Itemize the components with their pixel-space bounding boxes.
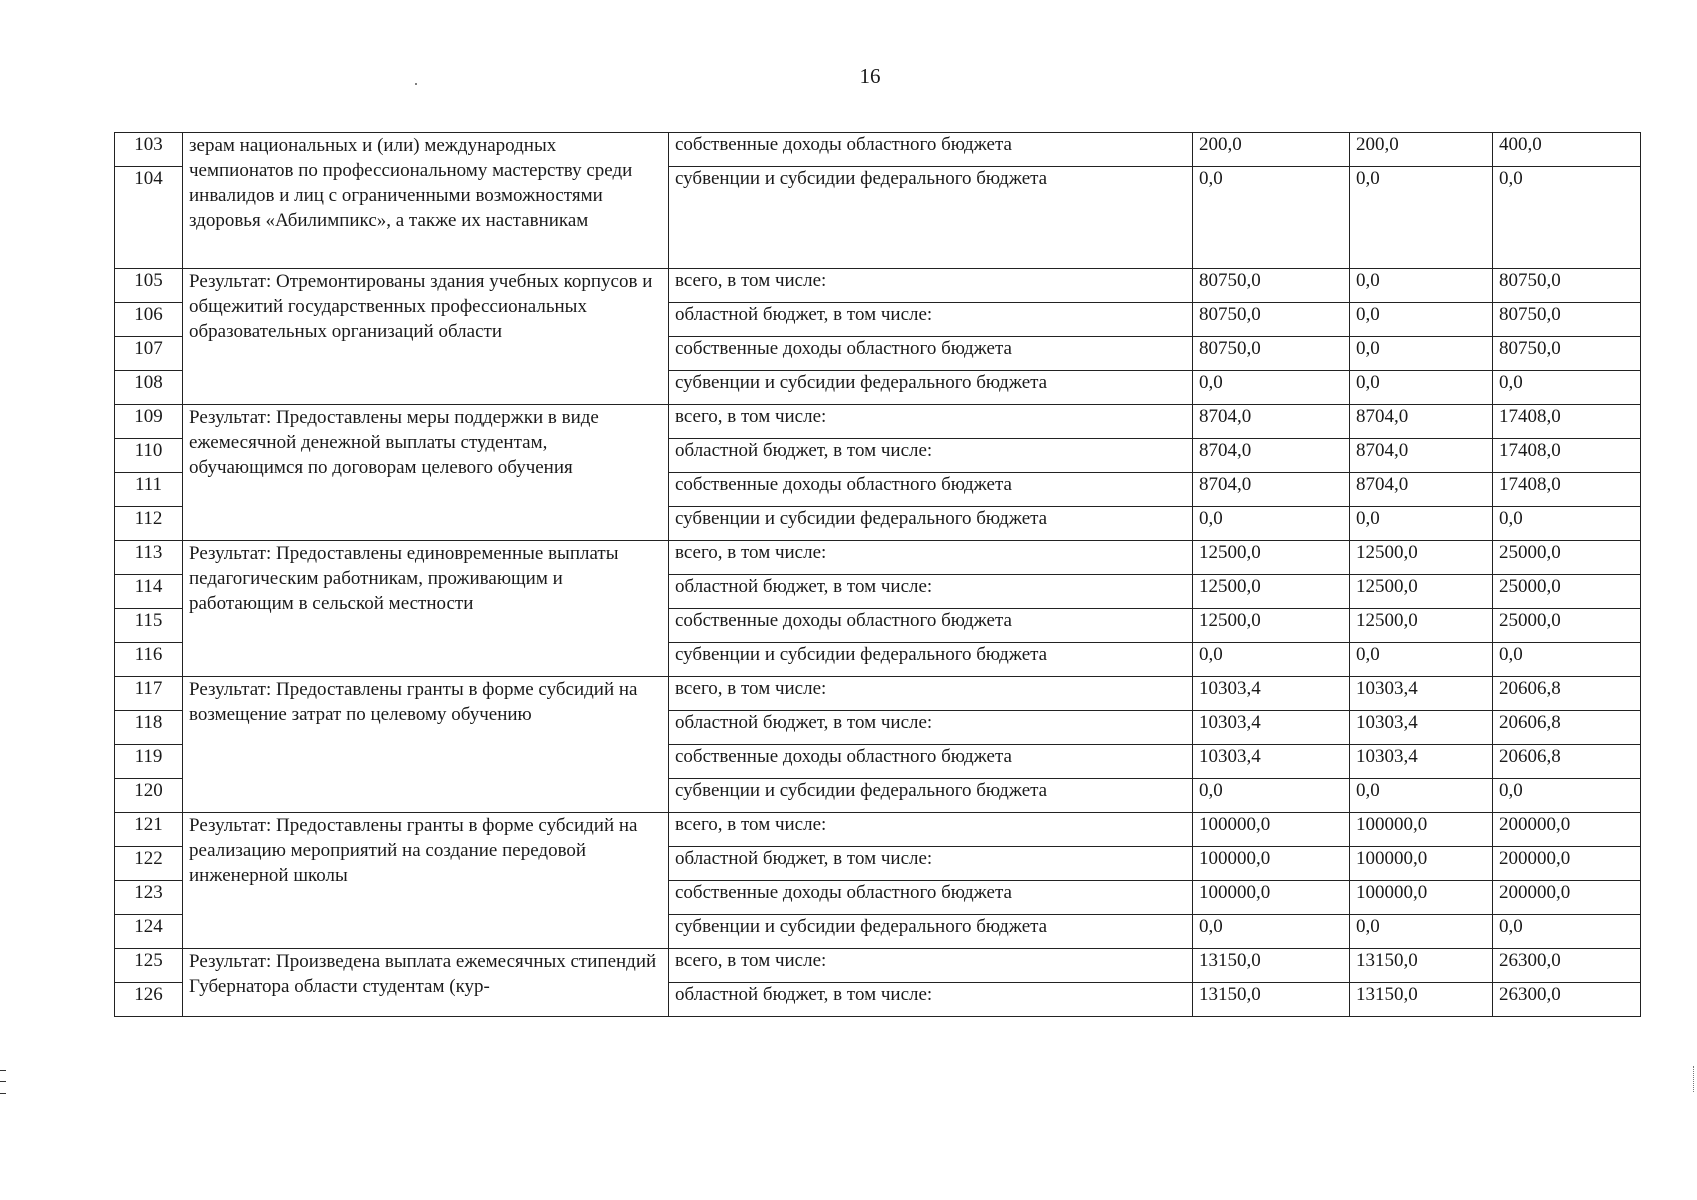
value-col-3: 0,0 xyxy=(1493,915,1641,949)
row-number: 104 xyxy=(115,167,183,269)
value-col-2: 0,0 xyxy=(1350,643,1493,677)
value-col-1: 100000,0 xyxy=(1193,847,1350,881)
value-col-1: 8704,0 xyxy=(1193,473,1350,507)
value-col-3: 400,0 xyxy=(1493,133,1641,167)
value-col-1: 13150,0 xyxy=(1193,949,1350,983)
funding-source: субвенции и субсидии федерального бюджета xyxy=(669,915,1193,949)
funding-source: собственные доходы областного бюджета xyxy=(669,473,1193,507)
funding-source: всего, в том числе: xyxy=(669,405,1193,439)
value-col-1: 80750,0 xyxy=(1193,269,1350,303)
row-number: 120 xyxy=(115,779,183,813)
value-col-3: 17408,0 xyxy=(1493,405,1641,439)
value-col-1: 12500,0 xyxy=(1193,609,1350,643)
value-col-1: 10303,4 xyxy=(1193,745,1350,779)
value-col-1: 0,0 xyxy=(1193,643,1350,677)
row-number: 105 xyxy=(115,269,183,303)
value-col-3: 20606,8 xyxy=(1493,745,1641,779)
funding-source: всего, в том числе: xyxy=(669,269,1193,303)
value-col-3: 200000,0 xyxy=(1493,881,1641,915)
value-col-2: 13150,0 xyxy=(1350,949,1493,983)
funding-source: всего, в том числе: xyxy=(669,813,1193,847)
value-col-1: 12500,0 xyxy=(1193,575,1350,609)
value-col-3: 26300,0 xyxy=(1493,983,1641,1017)
funding-source: всего, в том числе: xyxy=(669,949,1193,983)
value-col-3: 0,0 xyxy=(1493,507,1641,541)
value-col-3: 80750,0 xyxy=(1493,337,1641,371)
value-col-3: 0,0 xyxy=(1493,643,1641,677)
value-col-3: 80750,0 xyxy=(1493,269,1641,303)
row-number: 121 xyxy=(115,813,183,847)
funding-source: всего, в том числе: xyxy=(669,677,1193,711)
funding-source: областной бюджет, в том числе: xyxy=(669,847,1193,881)
value-col-2: 0,0 xyxy=(1350,371,1493,405)
funding-source: собственные доходы областного бюджета xyxy=(669,745,1193,779)
row-number: 116 xyxy=(115,643,183,677)
value-col-1: 10303,4 xyxy=(1193,677,1350,711)
value-col-1: 8704,0 xyxy=(1193,405,1350,439)
value-col-1: 200,0 xyxy=(1193,133,1350,167)
result-description: Результат: Предоставлены гранты в форме субсидий на реализацию мероприятий на создание передовой инженерной школы xyxy=(183,813,669,949)
budget-table xyxy=(114,132,1641,1017)
value-col-2: 13150,0 xyxy=(1350,983,1493,1017)
scan-edge-mark-right xyxy=(1693,1066,1697,1092)
row-number: 126 xyxy=(115,983,183,1017)
row-number: 118 xyxy=(115,711,183,745)
value-col-3: 0,0 xyxy=(1493,167,1641,269)
value-col-3: 20606,8 xyxy=(1493,711,1641,745)
funding-source: собственные доходы областного бюджета xyxy=(669,881,1193,915)
row-number: 108 xyxy=(115,371,183,405)
funding-source: всего, в том числе: xyxy=(669,541,1193,575)
funding-source: областной бюджет, в том числе: xyxy=(669,439,1193,473)
value-col-1: 13150,0 xyxy=(1193,983,1350,1017)
value-col-1: 80750,0 xyxy=(1193,337,1350,371)
value-col-1: 100000,0 xyxy=(1193,813,1350,847)
row-number: 110 xyxy=(115,439,183,473)
scan-edge-mark-left xyxy=(0,1070,6,1094)
value-col-2: 8704,0 xyxy=(1350,405,1493,439)
result-description: Результат: Произведена выплата ежемесячных стипендий Губернатора области студентам (кур- xyxy=(183,949,669,1017)
row-number: 114 xyxy=(115,575,183,609)
value-col-2: 8704,0 xyxy=(1350,439,1493,473)
funding-source: областной бюджет, в том числе: xyxy=(669,711,1193,745)
value-col-3: 200000,0 xyxy=(1493,813,1641,847)
value-col-1: 10303,4 xyxy=(1193,711,1350,745)
value-col-2: 0,0 xyxy=(1350,337,1493,371)
value-col-3: 20606,8 xyxy=(1493,677,1641,711)
value-col-2: 12500,0 xyxy=(1350,541,1493,575)
row-number: 117 xyxy=(115,677,183,711)
value-col-3: 25000,0 xyxy=(1493,609,1641,643)
row-number: 112 xyxy=(115,507,183,541)
row-number: 115 xyxy=(115,609,183,643)
row-number: 107 xyxy=(115,337,183,371)
value-col-1: 8704,0 xyxy=(1193,439,1350,473)
value-col-1: 12500,0 xyxy=(1193,541,1350,575)
funding-source: субвенции и субсидии федерального бюджета xyxy=(669,371,1193,405)
table-row xyxy=(115,813,1641,847)
funding-source: субвенции и субсидии федерального бюджета xyxy=(669,643,1193,677)
funding-source: субвенции и субсидии федерального бюджета xyxy=(669,779,1193,813)
funding-source: собственные доходы областного бюджета xyxy=(669,609,1193,643)
table-row xyxy=(115,677,1641,711)
value-col-2: 10303,4 xyxy=(1350,711,1493,745)
table-row xyxy=(115,949,1641,983)
page-number: 16 xyxy=(859,64,881,88)
funding-source: собственные доходы областного бюджета xyxy=(669,133,1193,167)
funding-source: субвенции и субсидии федерального бюджета xyxy=(669,167,1193,269)
value-col-2: 10303,4 xyxy=(1350,677,1493,711)
table-row xyxy=(115,541,1641,575)
value-col-2: 12500,0 xyxy=(1350,575,1493,609)
funding-source: областной бюджет, в том числе: xyxy=(669,303,1193,337)
value-col-2: 0,0 xyxy=(1350,507,1493,541)
scan-speck xyxy=(415,83,417,85)
value-col-2: 0,0 xyxy=(1350,269,1493,303)
row-number: 106 xyxy=(115,303,183,337)
value-col-1: 80750,0 xyxy=(1193,303,1350,337)
value-col-3: 80750,0 xyxy=(1493,303,1641,337)
value-col-3: 200000,0 xyxy=(1493,847,1641,881)
row-number: 124 xyxy=(115,915,183,949)
value-col-3: 0,0 xyxy=(1493,779,1641,813)
value-col-2: 100000,0 xyxy=(1350,847,1493,881)
result-description: Результат: Предоставлены гранты в форме субсидий на возмещение затрат по целевому обучению xyxy=(183,677,669,813)
funding-source: субвенции и субсидии федерального бюджета xyxy=(669,507,1193,541)
table-row xyxy=(115,133,1641,167)
funding-source: собственные доходы областного бюджета xyxy=(669,337,1193,371)
value-col-2: 0,0 xyxy=(1350,915,1493,949)
row-number: 119 xyxy=(115,745,183,779)
row-number: 109 xyxy=(115,405,183,439)
value-col-2: 0,0 xyxy=(1350,303,1493,337)
budget-table-body xyxy=(115,133,1641,1017)
value-col-2: 0,0 xyxy=(1350,167,1493,269)
value-col-3: 26300,0 xyxy=(1493,949,1641,983)
value-col-2: 100000,0 xyxy=(1350,813,1493,847)
row-number: 111 xyxy=(115,473,183,507)
value-col-2: 10303,4 xyxy=(1350,745,1493,779)
value-col-1: 0,0 xyxy=(1193,167,1350,269)
row-number: 103 xyxy=(115,133,183,167)
value-col-3: 25000,0 xyxy=(1493,575,1641,609)
value-col-1: 0,0 xyxy=(1193,779,1350,813)
result-description: Результат: Отремонтированы здания учебных корпусов и общежитий государственных профессиональных образовательных организаций области xyxy=(183,269,669,405)
value-col-2: 12500,0 xyxy=(1350,609,1493,643)
value-col-2: 100000,0 xyxy=(1350,881,1493,915)
value-col-2: 8704,0 xyxy=(1350,473,1493,507)
value-col-3: 0,0 xyxy=(1493,371,1641,405)
row-number: 123 xyxy=(115,881,183,915)
funding-source: областной бюджет, в том числе: xyxy=(669,983,1193,1017)
row-number: 113 xyxy=(115,541,183,575)
value-col-1: 0,0 xyxy=(1193,371,1350,405)
result-description: Результат: Предоставлены единовременные выплаты педагогическим работникам, проживающим и работающим в сельской местности xyxy=(183,541,669,677)
funding-source: областной бюджет, в том числе: xyxy=(669,575,1193,609)
value-col-3: 17408,0 xyxy=(1493,473,1641,507)
value-col-3: 25000,0 xyxy=(1493,541,1641,575)
value-col-2: 200,0 xyxy=(1350,133,1493,167)
result-description: зерам национальных и (или) международных чемпионатов по профессиональному мастерству среди инвалидов и лиц с ограниченными возможностями здоровья «Абилимпикс», а также их наставникам xyxy=(183,133,669,269)
value-col-1: 0,0 xyxy=(1193,507,1350,541)
row-number: 125 xyxy=(115,949,183,983)
row-number: 122 xyxy=(115,847,183,881)
value-col-2: 0,0 xyxy=(1350,779,1493,813)
value-col-1: 0,0 xyxy=(1193,915,1350,949)
table-row xyxy=(115,269,1641,303)
table-row xyxy=(115,405,1641,439)
value-col-1: 100000,0 xyxy=(1193,881,1350,915)
value-col-3: 17408,0 xyxy=(1493,439,1641,473)
result-description: Результат: Предоставлены меры поддержки в виде ежемесячной денежной выплаты студентам, обучающимся по договорам целевого обучения xyxy=(183,405,669,541)
